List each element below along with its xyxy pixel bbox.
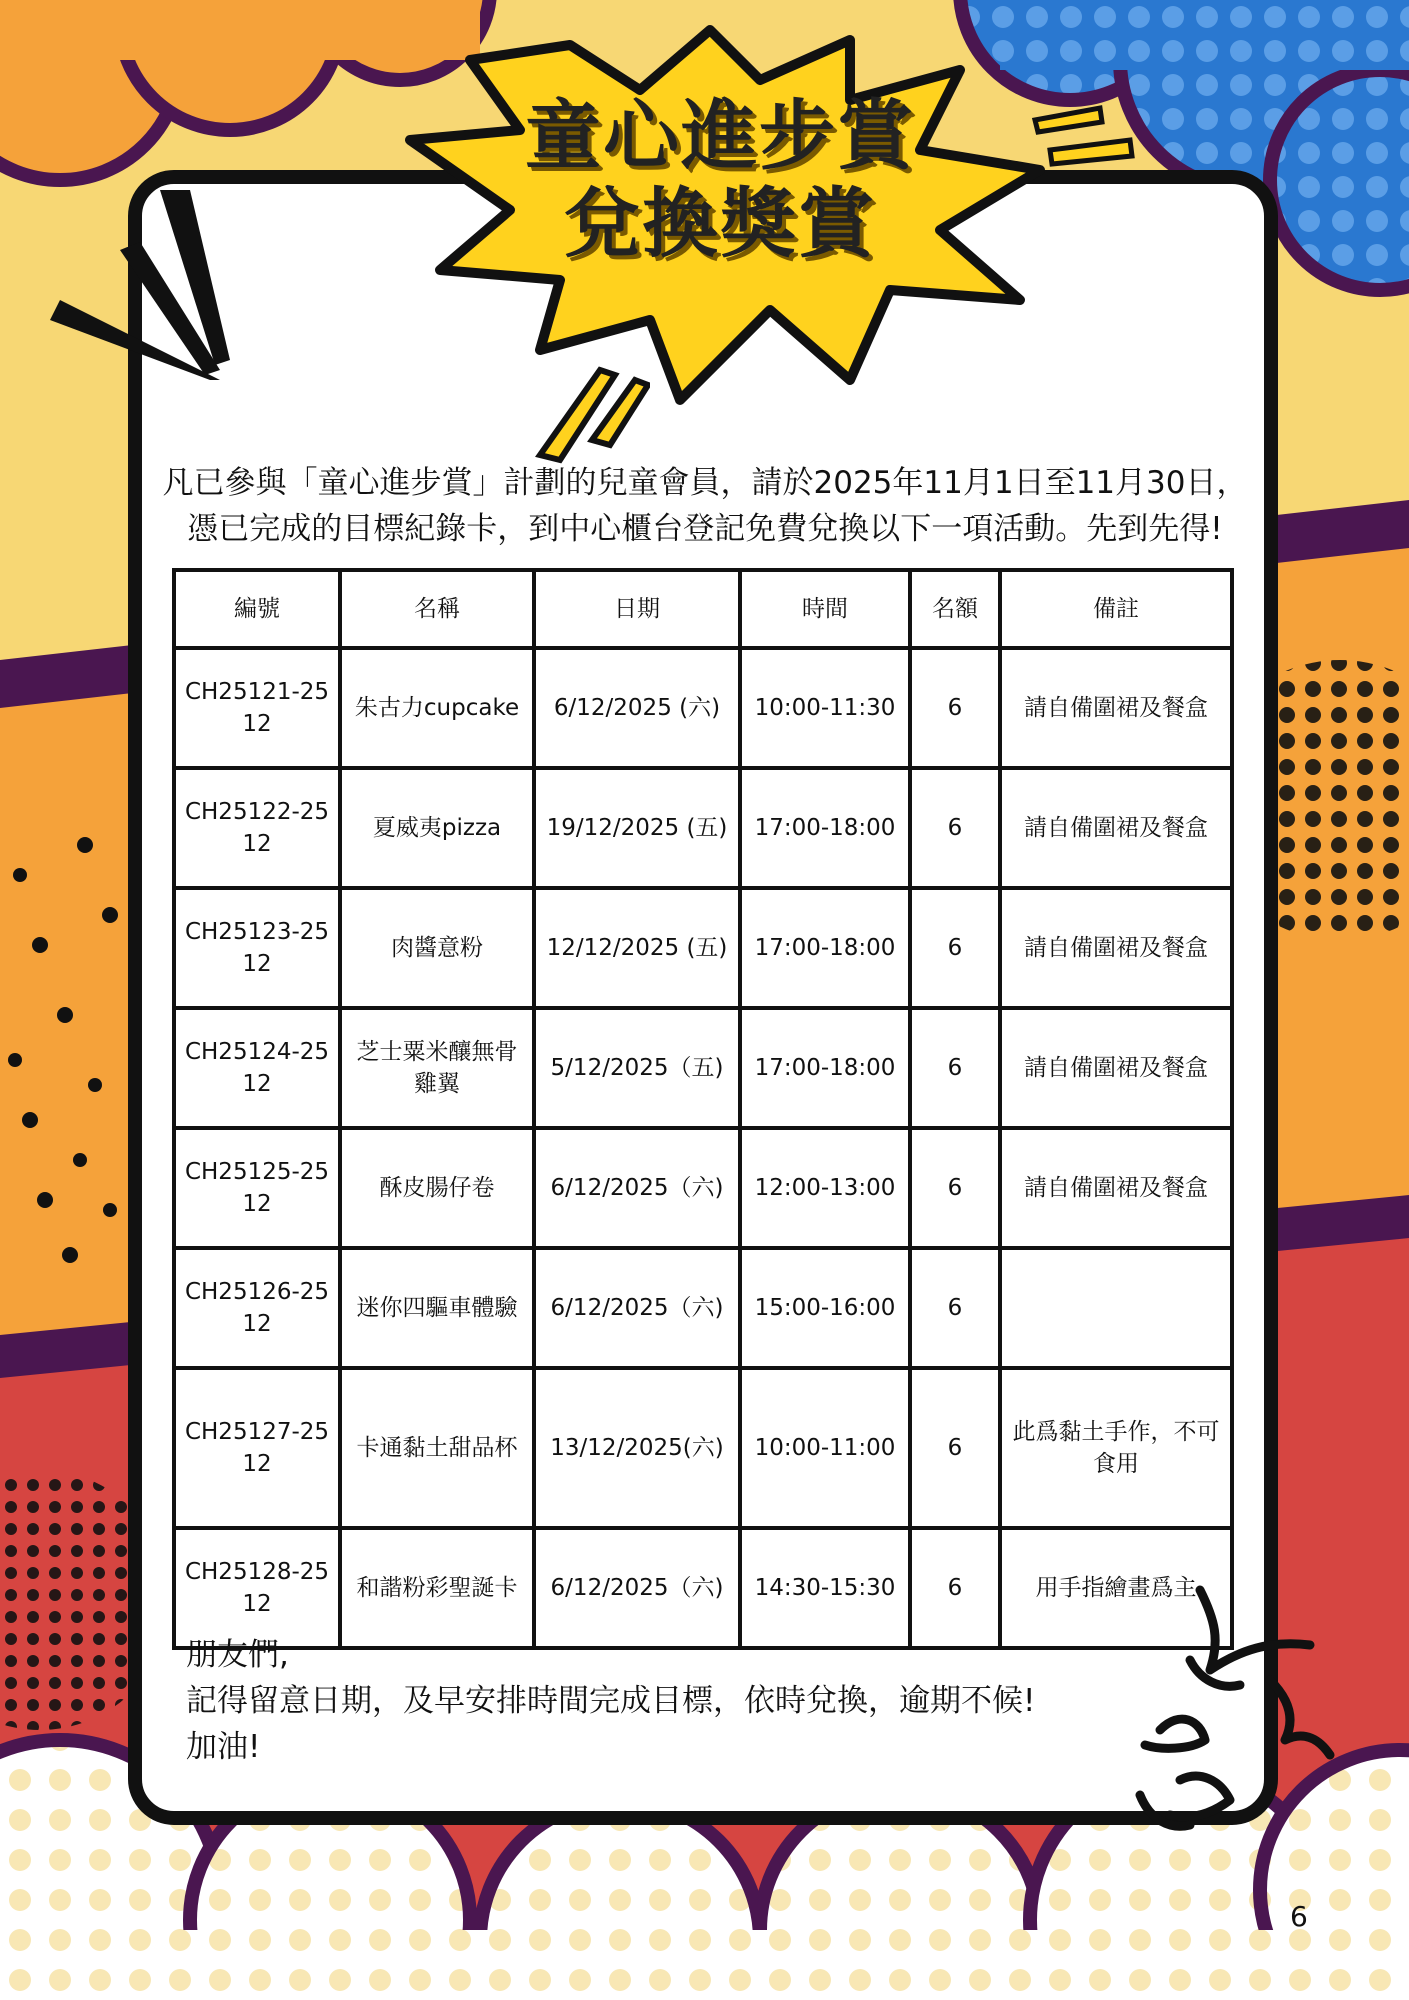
cell-id: CH25128-2512 (174, 1528, 340, 1648)
intro-line-1: 凡已參與「童心進步賞」計劃的兒童會員，請於2025年11月1日至11月30日， (162, 465, 1248, 501)
cell-time: 15:00-16:00 (740, 1248, 910, 1368)
cell-note: 請自備圍裙及餐盒 (1000, 768, 1232, 888)
page-title (440, 92, 1000, 268)
header-date: 日期 (534, 570, 740, 648)
cell-time: 12:00-13:00 (740, 1128, 910, 1248)
footer-line-2: 記得留意日期，及早安排時間完成目標，依時兌換，逾期不候! (186, 1683, 1036, 1719)
cell-name: 肉醬意粉 (340, 888, 534, 1008)
cell-date: 6/12/2025 (六) (534, 648, 740, 768)
cell-id: CH25124-2512 (174, 1008, 340, 1128)
table-row (174, 1008, 1232, 1128)
cell-note: 請自備圍裙及餐盒 (1000, 648, 1232, 768)
cell-id: CH25122-2512 (174, 768, 340, 888)
angry-scribble-icon (1120, 1580, 1340, 1840)
cell-id: CH25125-2512 (174, 1128, 340, 1248)
cell-quota: 6 (910, 1128, 1000, 1248)
table-row (174, 648, 1232, 768)
cell-name: 卡通黏土甜品杯 (340, 1368, 534, 1528)
table-row (174, 1248, 1232, 1368)
title-line-1: 童心進步賞 (525, 91, 915, 180)
cell-name: 朱古力cupcake (340, 648, 534, 768)
table-row (174, 888, 1232, 1008)
cell-note (1000, 1248, 1232, 1368)
cell-time: 17:00-18:00 (740, 888, 910, 1008)
cell-name: 芝士粟米釀無骨雞翼 (340, 1008, 534, 1128)
title-line-2: 兌換獎賞 (564, 179, 876, 268)
header-note: 備註 (1000, 570, 1232, 648)
header-time: 時間 (740, 570, 910, 648)
cell-date: 12/12/2025 (五) (534, 888, 740, 1008)
cell-time: 14:30-15:30 (740, 1528, 910, 1648)
intro-text (150, 460, 1260, 552)
cell-note: 請自備圍裙及餐盒 (1000, 1128, 1232, 1248)
table-header-row (174, 570, 1232, 648)
header-id: 編號 (174, 570, 340, 648)
cell-time: 17:00-18:00 (740, 768, 910, 888)
footer-line-1: 朋友們, (186, 1637, 289, 1673)
cell-name: 迷你四驅車體驗 (340, 1248, 534, 1368)
cell-quota: 6 (910, 1008, 1000, 1128)
intro-line-2: 憑已完成的目標紀錄卡，到中心櫃台登記免費兌換以下一項活動。先到先得! (187, 511, 1223, 547)
footer-note (186, 1632, 1086, 1770)
cell-note: 請自備圍裙及餐盒 (1000, 888, 1232, 1008)
cell-name: 酥皮腸仔卷 (340, 1128, 534, 1248)
cell-quota: 6 (910, 1368, 1000, 1528)
cell-id: CH25127-2512 (174, 1368, 340, 1528)
cell-name: 夏威夷pizza (340, 768, 534, 888)
cell-quota: 6 (910, 888, 1000, 1008)
cell-note: 用手指繪畫爲主 (1000, 1528, 1232, 1648)
cell-id: CH25126-2512 (174, 1248, 340, 1368)
cell-quota: 6 (910, 768, 1000, 888)
table-row (174, 1528, 1232, 1648)
cell-quota: 6 (910, 648, 1000, 768)
cell-id: CH25123-2512 (174, 888, 340, 1008)
events-table (172, 568, 1234, 1650)
cell-date: 6/12/2025（六) (534, 1248, 740, 1368)
action-lines-left (40, 180, 240, 380)
cell-note: 請自備圍裙及餐盒 (1000, 1008, 1232, 1128)
cell-date: 6/12/2025（六) (534, 1528, 740, 1648)
cell-time: 10:00-11:00 (740, 1368, 910, 1528)
cell-date: 5/12/2025（五) (534, 1008, 740, 1128)
cell-date: 13/12/2025(六) (534, 1368, 740, 1528)
cell-date: 6/12/2025（六) (534, 1128, 740, 1248)
cell-note: 此爲黏土手作，不可食用 (1000, 1368, 1232, 1528)
header-name: 名稱 (340, 570, 534, 648)
table-row (174, 1128, 1232, 1248)
cell-quota: 6 (910, 1248, 1000, 1368)
cell-id: CH25121-2512 (174, 648, 340, 768)
cell-time: 10:00-11:30 (740, 648, 910, 768)
footer-line-3: 加油! (186, 1729, 261, 1765)
cell-date: 19/12/2025 (五) (534, 768, 740, 888)
table-row (174, 768, 1232, 888)
table-row (174, 1368, 1232, 1528)
cell-time: 17:00-18:00 (740, 1008, 910, 1128)
page-number: 6 (1290, 1900, 1308, 1933)
action-lines-center (520, 360, 650, 470)
header-quota: 名額 (910, 570, 1000, 648)
cell-name: 和諧粉彩聖誕卡 (340, 1528, 534, 1648)
cell-quota: 6 (910, 1528, 1000, 1648)
